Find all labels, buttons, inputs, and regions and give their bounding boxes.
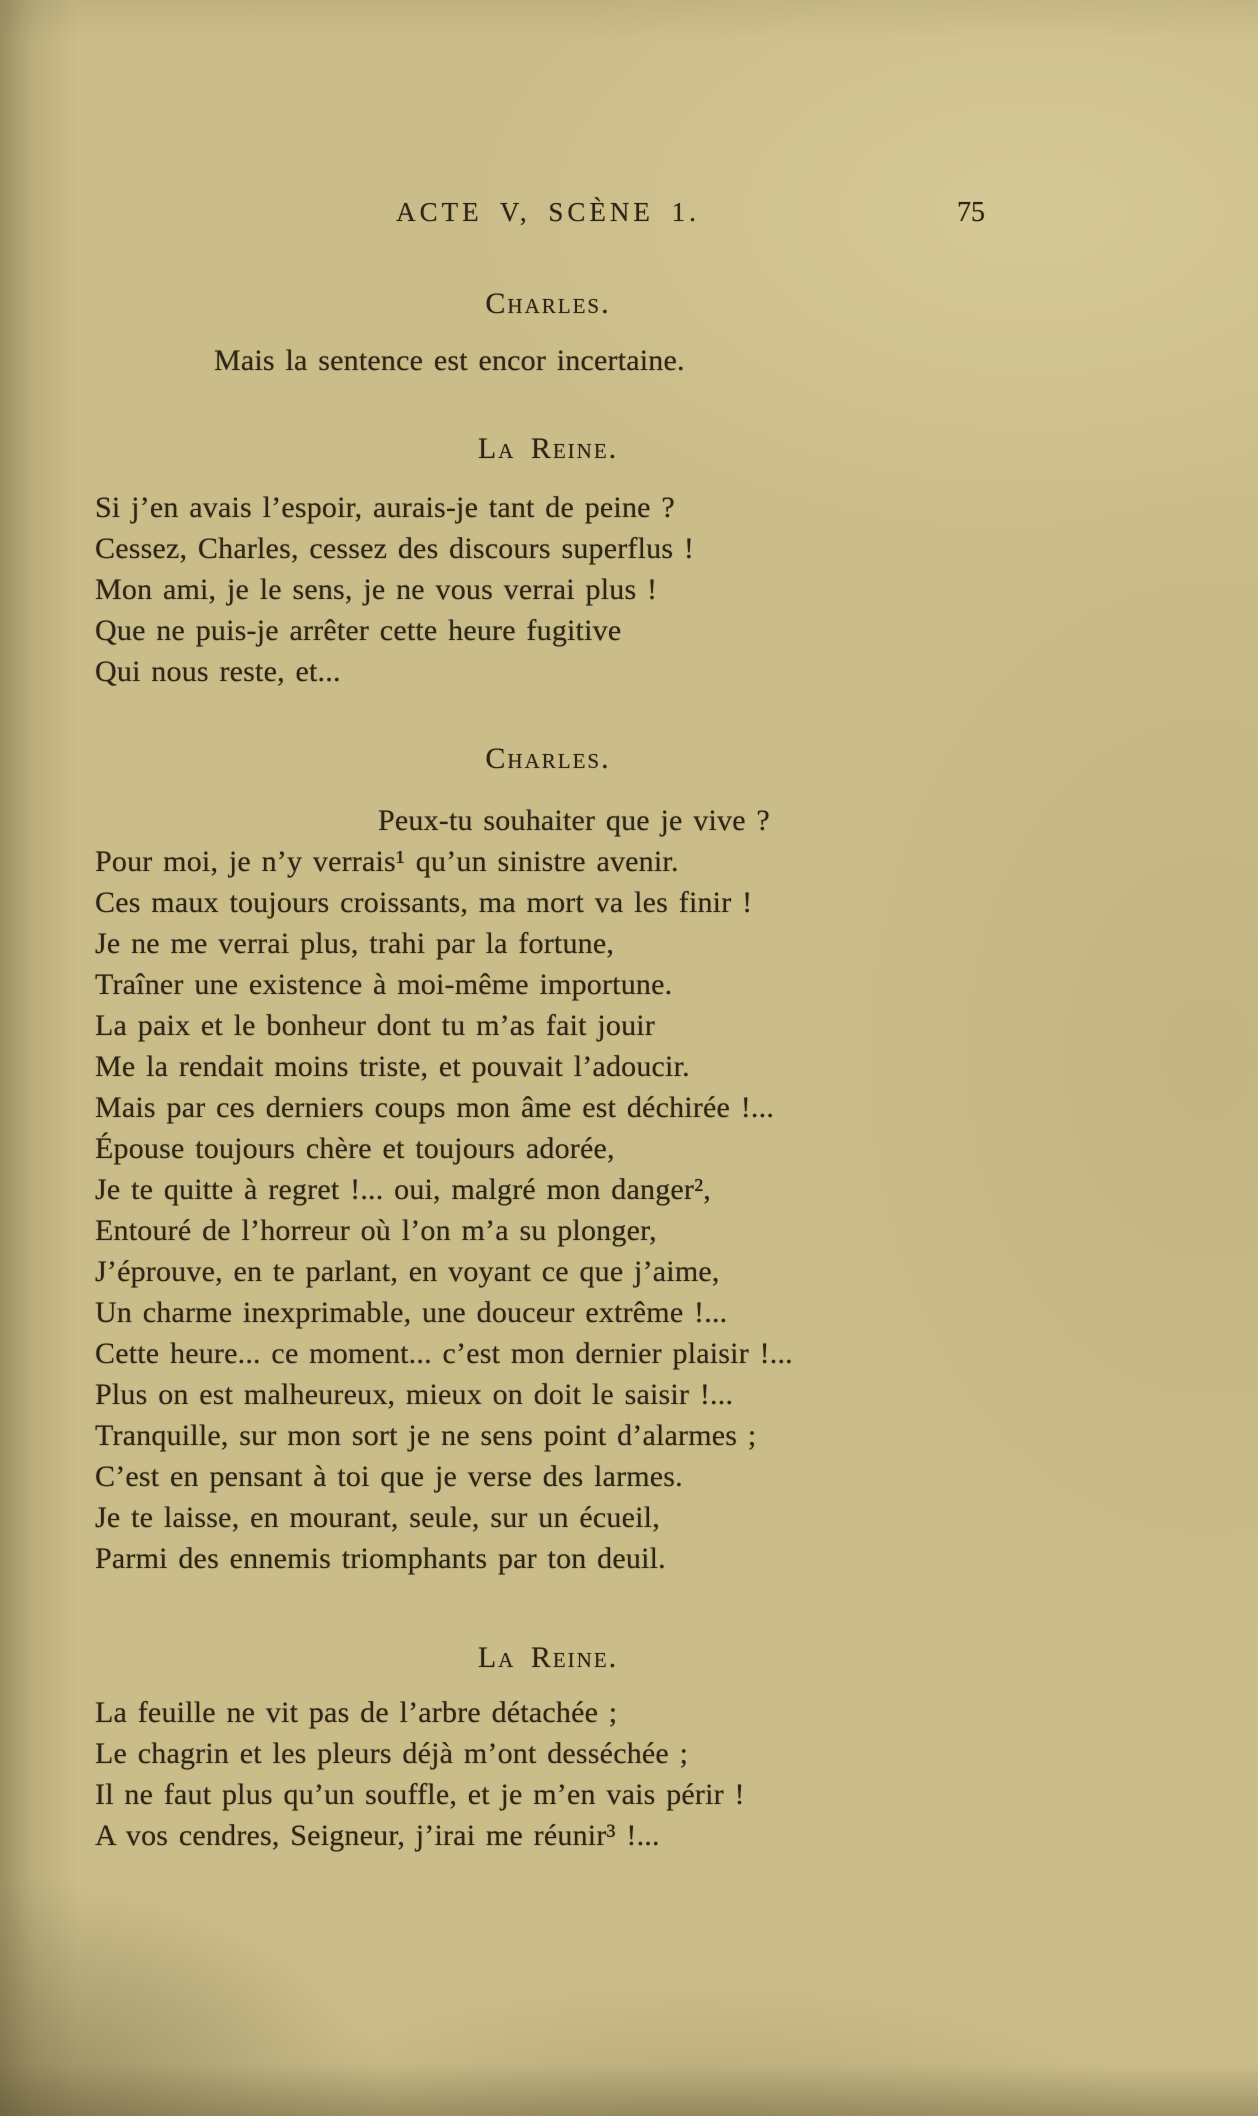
verse-lines [0,800,1258,1579]
speech-section [0,428,1258,692]
speaker-name: Charles. [485,287,611,320]
verse-line: Je te quitte à regret !... oui, malgré mon danger², [95,1173,711,1206]
verse-lines [0,340,1258,381]
verse-line: Cessez, Charles, cessez des discours superflus ! [95,532,695,565]
verse-line: Peux-tu souhaiter que je vive ? [378,804,770,837]
running-head [0,0,1258,238]
verse-line: A vos cendres, Seigneur, j’irai me réunir³ !... [95,1819,660,1852]
verse-line: La paix et le bonheur dont tu m’as fait jouir [95,1009,656,1042]
verse-line: Si j’en avais l’espoir, aurais-je tant de peine ? [95,491,675,524]
verse-lines [0,1692,1258,1856]
verse-line: C’est en pensant à toi que je verse des larmes. [95,1460,683,1493]
speaker-name: La Reine. [477,432,619,465]
verse-line: Parmi des ennemis triomphants par ton deuil. [95,1542,666,1575]
speaker-name: Charles. [485,742,611,775]
verse-line: Me la rendait moins triste, et pouvait l’adoucir. [95,1050,690,1083]
verse-line: Je te laisse, en mourant, seule, sur un écueil, [95,1501,660,1534]
verse-line: Le chagrin et les pleurs déjà m’ont desséchée ; [95,1737,689,1770]
verse-line: Ces maux toujours croissants, ma mort va les finir ! [95,886,753,919]
verse-line: Je ne me verrai plus, trahi par la fortune, [95,927,615,960]
verse-line: J’éprouve, en te parlant, en voyant ce que j’aime, [95,1255,720,1288]
verse-line: Entouré de l’horreur où l’on m’a su plonger, [95,1214,657,1247]
speech-section [0,738,1258,1579]
speaker-name: La Reine. [477,1641,619,1674]
verse-line: Pour moi, je n’y verrais¹ qu’un sinistre avenir. [95,845,679,878]
running-head-title: ACTE V, SCÈNE 1. [396,197,700,227]
verse-line: Qui nous reste, et... [95,655,341,688]
verse-line: Cette heure... ce moment... c’est mon dernier plaisir !... [95,1337,793,1370]
page-body [0,283,1258,1856]
verse-line: Que ne puis-je arrêter cette heure fugitive [95,614,622,647]
verse-line: Mais par ces derniers coups mon âme est déchirée !... [95,1091,775,1124]
verse-line: Épouse toujours chère et toujours adorée, [95,1132,615,1165]
speech-section [0,1637,1258,1856]
verse-line: Un charme inexprimable, une douceur extrême !... [95,1296,728,1329]
verse-line: Traîner une existence à moi-même importune. [95,968,673,1001]
verse-lines [0,487,1258,692]
verse-line: Mon ami, je le sens, je ne vous verrai plus ! [95,573,658,606]
page-number: 75 [957,197,985,228]
verse-line: Plus on est malheureux, mieux on doit le saisir !... [95,1378,734,1411]
verse-line: Mais la sentence est encor incertaine. [214,344,685,377]
speech-section [0,283,1258,381]
verse-line: Tranquille, sur mon sort je ne sens point d’alarmes ; [95,1419,757,1452]
verse-line: La feuille ne vit pas de l’arbre détachée ; [95,1696,618,1729]
verse-line: Il ne faut plus qu’un souffle, et je m’en vais périr ! [95,1778,745,1811]
